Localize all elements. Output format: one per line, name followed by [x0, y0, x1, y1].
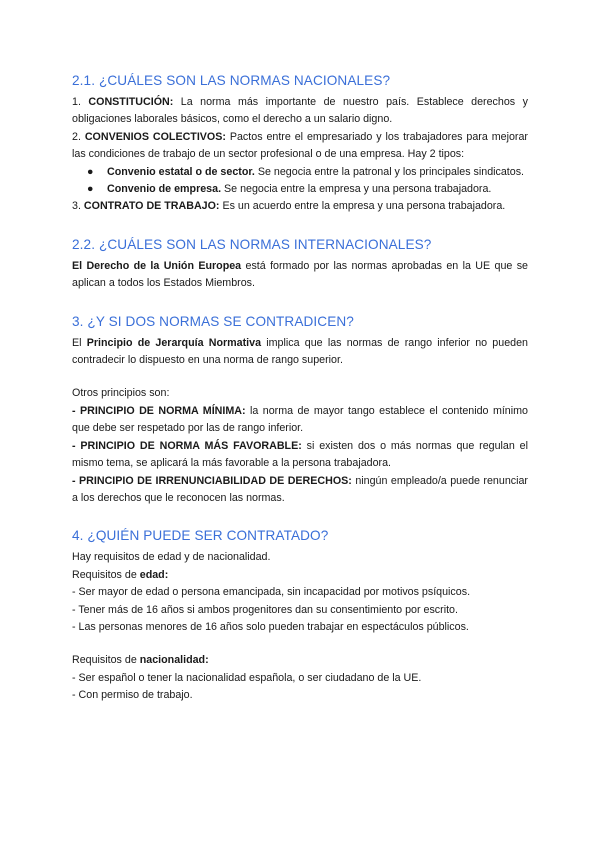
- paragraph-jerarquia: [72, 335, 528, 370]
- list-item: [87, 181, 528, 198]
- section-title: 2.1. ¿CUÁLES SON LAS NORMAS NACIONALES?: [72, 73, 391, 88]
- paragraph-intro: Hay requisitos de edad y de nacionalidad.: [72, 551, 271, 564]
- bold-term: El Derecho de la Unión Europea: [72, 259, 242, 272]
- list-item: - Con permiso de trabajo.: [72, 689, 193, 702]
- item-number: 2.: [72, 130, 81, 143]
- paragraph-contrato: [72, 198, 528, 215]
- bold-term: - PRINCIPIO DE IRRENUNCIABILIDAD DE DERECHOS:: [72, 474, 352, 487]
- principle-item: [72, 473, 528, 508]
- section-contratado: [72, 527, 528, 704]
- bold-term: CONTRATO DE TRABAJO:: [83, 200, 220, 213]
- list-item: - Ser español o tener la nacionalidad española, o ser ciudadano de la UE.: [72, 671, 422, 684]
- section-normas-internacionales: [72, 236, 528, 293]
- paragraph-nat-heading: [72, 652, 528, 669]
- paragraph-age-heading: [72, 567, 528, 584]
- item-text: si existen dos o más normas que regulan el mismo tema, se aplicará la más favorable a la persona trabajadora.: [72, 439, 528, 470]
- section-title: 3. ¿Y SI DOS NORMAS SE CONTRADICEN?: [72, 313, 354, 329]
- bold-term: CONSTITUCIÓN:: [88, 96, 174, 108]
- section-contradicen: [72, 313, 528, 508]
- bold-term: Principio de Jerarquía Normativa: [86, 336, 262, 349]
- item-text: El: [72, 336, 82, 349]
- bold-term: nacionalidad:: [139, 654, 209, 667]
- item-text: ningún empleado/a puede renunciar a los derechos que le reconocen las normas.: [72, 474, 528, 504]
- paragraph-derecho-ue: [72, 258, 528, 293]
- section-normas-nacionales: [72, 72, 528, 216]
- bold-term: - PRINCIPIO DE NORMA MÍNIMA:: [72, 404, 246, 417]
- item-text: La norma más importante de nuestro país. Establece derechos y obligaciones laborales básicos, como el derecho a un salario digno.: [72, 96, 528, 126]
- bullet-icon: ●: [87, 183, 94, 196]
- paragraph-convenios: [72, 129, 528, 164]
- item-number: 3.: [72, 200, 81, 213]
- list-item: [87, 164, 528, 181]
- bold-term: Convenio de empresa.: [107, 183, 222, 196]
- bold-term: CONVENIOS COLECTIVOS:: [84, 130, 226, 143]
- bold-term: Convenio estatal o de sector.: [107, 165, 255, 178]
- bullet-icon: ●: [87, 165, 94, 178]
- item-text: Requisitos de: [72, 568, 137, 581]
- item-text: Requisitos de: [72, 654, 137, 667]
- list-item: - Tener más de 16 años si ambos progenitores dan su consentimiento por escrito.: [72, 603, 458, 616]
- section-title: 2.2. ¿CUÁLES SON LAS NORMAS INTERNACIONALES?: [72, 236, 432, 252]
- item-text: Se negocia entre la empresa y una persona trabajadora.: [224, 183, 492, 196]
- item-text: Pactos entre el empresariado y los trabajadores para mejorar las condiciones de trabajo de un sector profesional o de una empresa. Hay 2 tipos:: [72, 130, 528, 161]
- item-text: la norma de mayor tango establece el contenido mínimo que debe ser respetado por las de rango inferior.: [72, 404, 528, 435]
- list-item: - Las personas menores de 16 años solo pueden trabajar en espectáculos públicos.: [72, 620, 469, 633]
- bold-term: edad:: [139, 568, 169, 581]
- list-item: - Ser mayor de edad o persona emancipada, sin incapacidad por motivos psíquicos.: [72, 586, 471, 599]
- item-text: Es un acuerdo entre la empresa y una persona trabajadora.: [222, 200, 506, 213]
- principle-item: [72, 438, 528, 473]
- convenio-types-list: [72, 164, 528, 199]
- item-text: está formado por las normas aprobadas en la UE que se aplican a todos los Estados Miembros.: [72, 259, 528, 290]
- principle-item: [72, 403, 528, 438]
- bold-term: - PRINCIPIO DE NORMA MÁS FAVORABLE:: [72, 439, 302, 452]
- paragraph-constitucion: [72, 94, 528, 129]
- item-text: Se negocia entre la patronal y los principales sindicatos.: [257, 165, 525, 178]
- paragraph-otros: Otros principios son:: [72, 387, 170, 400]
- item-number: 1.: [72, 96, 81, 108]
- section-title: 4. ¿QUIÉN PUEDE SER CONTRATADO?: [72, 528, 329, 544]
- item-text: implica que las normas de rango inferior no pueden contradecir lo dispuesto en una norma de rango superior.: [72, 336, 528, 367]
